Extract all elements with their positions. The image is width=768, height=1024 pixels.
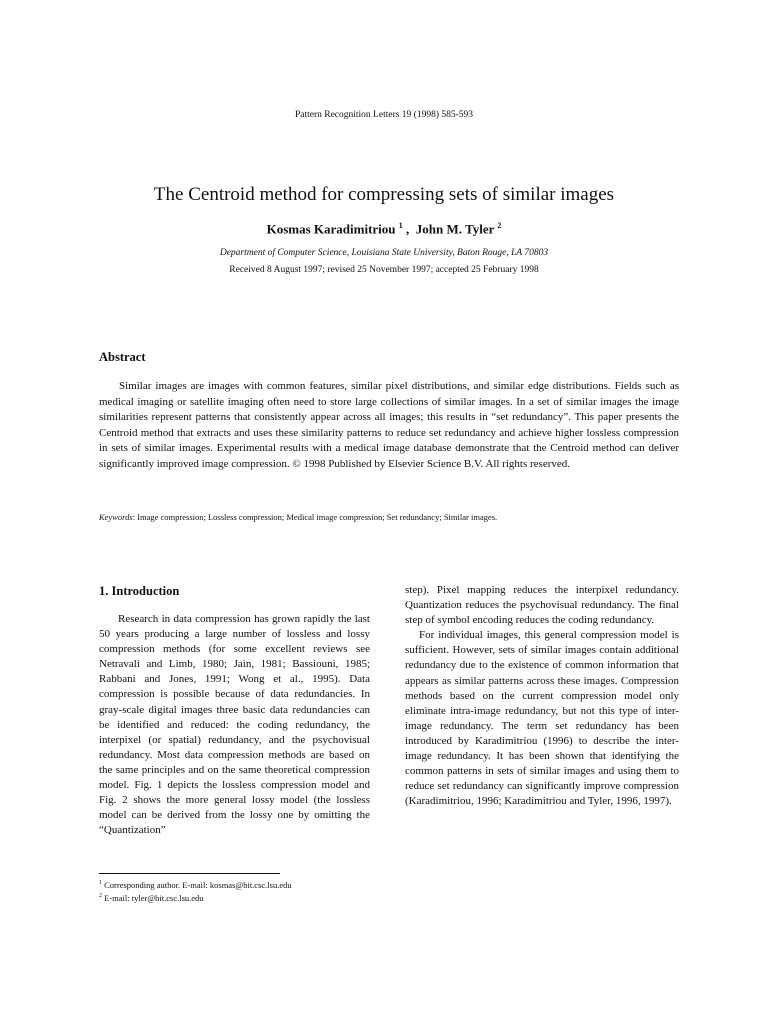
paper-title: The Centroid method for compressing sets of similar images: [153, 184, 615, 205]
footnote-mark: 1: [99, 880, 102, 887]
keywords-text: : Image compression; Lossless compression; Medical image compression; Set redundancy; Similar images.: [132, 512, 498, 522]
footnote: [99, 893, 204, 903]
journal-citation: Pattern Recognition Letters 19 (1998) 585-593: [294, 110, 474, 120]
left-column: [99, 612, 370, 838]
author-name: Kosmas Karadimitriou: [266, 221, 396, 237]
author-name: John M. Tyler: [415, 221, 495, 237]
author-footnote-mark: 2: [497, 221, 502, 230]
author-line: [0, 221, 768, 237]
keywords-line: [99, 512, 679, 522]
keywords-label: Keywords: [99, 512, 133, 522]
footnote: [99, 880, 292, 890]
intro-paragraph: Research in data compression has grown rapidly the last 50 years producing a large number of lossless and lossy compression methods (for some excellent reviews see Netravali and Limb, 1980; Jain, 1981; Bassiouni, 1985; Rabbani and Jones, 1991; Wong et al., 1995). Data compression is possible because of data redundancies. In gray-scale digital images three basic data redundancies can be identified and reduced: the coding redundancy, the interpixel (or spatial) redundancy, and the psychovisual redundancy. Most data compression methods are based on the same principles and on the same theoretical compression model. Fig. 1 depicts the lossless compression model and Fig. 2 shows the more general lossy model (the lossless model can be derived from the lossy one by omitting the “Quantization”: [99, 613, 370, 837]
footnote-mark: 2: [99, 893, 102, 900]
abstract-heading: Abstract: [99, 350, 146, 364]
received-dates: Received 8 August 1997; revised 25 November 1997; accepted 25 February 1998: [229, 265, 539, 275]
footnote-text: Corresponding author. E-mail: kosmas@bit.csc.lsu.edu: [102, 880, 292, 890]
intro-paragraph: For individual images, this general compression model is sufficient. However, sets of similar images contain additional redundancy due to the existence of common information that appears as similar patterns across these images. Compression methods based on the current compression model only eliminate intra-image redundancy, but not this type of inter-image redundancy. The term set redundancy has been introduced by Karadimitriou (1996) to describe the inter-image redundancy. It has been shown that identifying the common patterns in sets of similar images and using them to reduce set redundancy can significantly improve compression (Karadimitriou, 1996; Karadimitriou and Tyler, 1996, 1997).: [405, 629, 679, 808]
intro-paragraph-continued: step). Pixel mapping reduces the interpixel redundancy. Quantization reduces the psychovisual redundancy. The final step of symbol encoding reduces the coding redundancy.: [405, 584, 679, 627]
author-footnote-mark: 1: [398, 221, 403, 230]
author-separator: ,: [406, 221, 410, 237]
footnote-divider: [99, 873, 280, 874]
abstract-text: Similar images are images with common features, similar pixel distributions, and similar edge distributions. Fields such as medical imaging or satellite imaging often need to store large collections of similar images. In a set of similar images the image similarities represent patterns that consistently appear across all images; this results in “set redundancy”. This paper presents the Centroid method that extracts and uses these similarity patterns to reduce set redundancy and achieve higher lossless compression in sets of similar images. Experimental results with a medical image database demonstrate that the Centroid method can deliver significantly improved image compression. © 1998 Published by Elsevier Science B.V. All rights reserved.: [99, 380, 679, 470]
section-heading: 1. Introduction: [99, 584, 180, 598]
affiliation: Department of Computer Science, Louisiana State University, Baton Rouge, LA 70803: [219, 248, 549, 258]
footnote-text: E-mail: tyler@bit.csc.lsu.edu: [102, 893, 204, 903]
right-column: [405, 583, 679, 809]
